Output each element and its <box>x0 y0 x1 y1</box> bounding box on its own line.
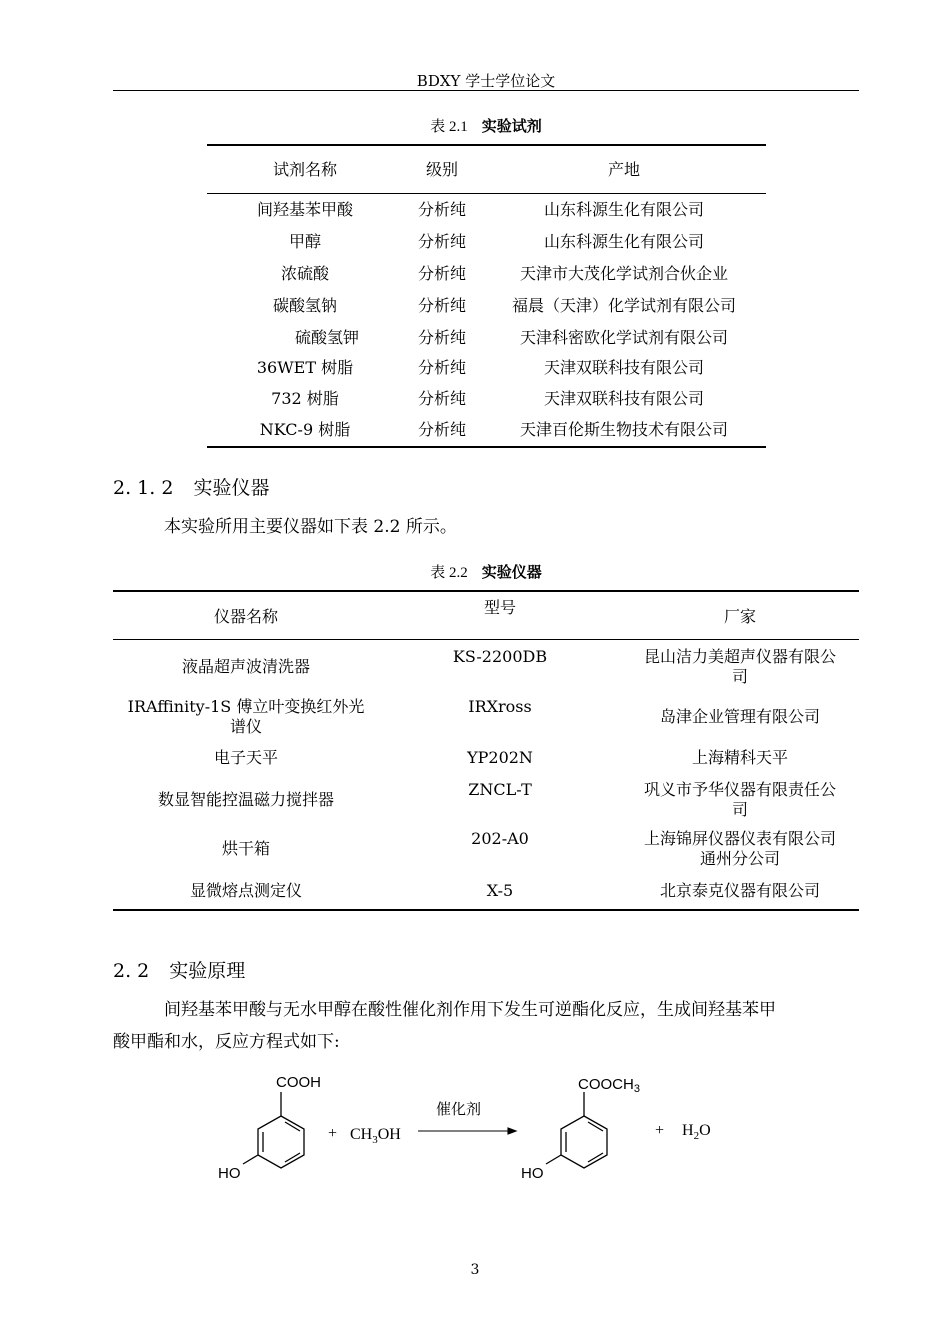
reaction-arrow <box>418 1128 516 1134</box>
table1-cell: 分析纯 <box>417 420 466 439</box>
table2-cell <box>425 748 575 768</box>
section-22-title: 实验原理 <box>169 960 246 982</box>
table2-header-rule <box>113 639 859 640</box>
table1-cell: 天津市大茂化学试剂合伙企业 <box>519 264 728 283</box>
table2-caption-number: 表 2.2 <box>430 565 468 581</box>
header-rule <box>113 90 859 91</box>
reaction-scheme <box>200 1065 740 1195</box>
table1-cell: 36WET 树脂 <box>256 358 354 377</box>
table2-cell-line: 北京泰克仪器有限公司 <box>659 881 820 900</box>
table1-cell: 分析纯 <box>417 264 466 283</box>
table2-cell <box>425 780 575 800</box>
table1-cell: 分析纯 <box>417 200 466 219</box>
table1-header-cell: 试剂名称 <box>272 160 337 179</box>
table1-caption <box>113 115 859 136</box>
section-212-heading <box>113 473 269 500</box>
table2-cell-line: 上海精科天平 <box>691 748 788 767</box>
plus-sign-1: + <box>328 1125 338 1142</box>
methanol-formula: $CH_3OH$ <box>350 1126 401 1146</box>
table2-cell-line: KS-2200DB <box>452 647 548 666</box>
table1-cell: 硫酸氢钾 <box>294 328 359 347</box>
table2-cell <box>620 707 860 727</box>
table1-cell: 山东科源生化有限公司 <box>543 232 704 251</box>
table2-cell-line: YP202N <box>467 748 533 767</box>
table1-cell: 分析纯 <box>417 328 466 347</box>
table2-cell-line: 司 <box>731 800 748 819</box>
table1-cell: NKC-9 树脂 <box>259 420 351 439</box>
table1-caption-title: 实验试剂 <box>481 117 542 135</box>
table2-cell-line: 液晶超声波清洗器 <box>181 657 310 676</box>
table1-bottom-rule <box>207 446 766 448</box>
table2-cell <box>620 881 860 901</box>
table2-cell <box>620 829 860 869</box>
section-212-number: 2. 1. 2 <box>113 477 174 499</box>
reactant-cooh-label: COOH <box>276 1074 321 1091</box>
table1-cell: 天津科密欧化学试剂有限公司 <box>519 328 728 347</box>
table1-cell: 碳酸氢钠 <box>272 296 337 315</box>
table1-cell: 间羟基苯甲酸 <box>256 200 353 219</box>
running-header: BDXY 学士学位论文 <box>416 72 556 90</box>
table2-cell <box>425 881 575 901</box>
table2-cell-line: 显微熔点测定仪 <box>189 881 302 900</box>
table2-cell <box>118 881 374 901</box>
table2-cell-line: 电子天平 <box>213 748 278 767</box>
section-212-intro: 本实验所用主要仪器如下表 2.2 所示。 <box>164 517 457 537</box>
table1-top-rule <box>207 144 766 146</box>
catalyst-label: 催化剂 <box>436 1101 482 1118</box>
table1-cell: 天津双联科技有限公司 <box>543 358 704 377</box>
product-benzene-ring <box>546 1092 607 1168</box>
table1-cell: 天津双联科技有限公司 <box>543 389 704 408</box>
table2-cell <box>620 780 860 820</box>
table2-cell <box>118 657 374 677</box>
table2-cell-line: IRAffinity-1S 傅立叶变换红外光 <box>127 697 365 716</box>
table1-header-cell: 产地 <box>607 160 640 179</box>
table2-cell <box>620 647 860 687</box>
table1-caption-number: 表 2.1 <box>430 119 468 135</box>
table2-cell-line: 烘干箱 <box>221 839 270 858</box>
table2-cell-line: ZNCL-T <box>468 780 532 799</box>
table2-cell-line: X-5 <box>486 881 514 900</box>
table2-cell-line: IRXross <box>468 697 532 716</box>
plus-sign-2: + <box>655 1122 665 1139</box>
table2-caption-title: 实验仪器 <box>481 563 542 581</box>
table1-cell: 福晨（天津）化学试剂有限公司 <box>511 296 736 315</box>
table2-cell <box>118 697 374 737</box>
table2-bottom-rule <box>113 909 859 911</box>
table2-header-cell: 型号 <box>483 598 516 617</box>
product-ho-label: HO <box>521 1165 544 1182</box>
table2-cell-line: 上海锦屏仪器仪表有限公司 <box>643 829 836 848</box>
table2-cell <box>425 829 575 849</box>
table2-cell-line: 202-A0 <box>471 829 529 848</box>
section-22-number: 2. 2 <box>113 960 150 982</box>
table2-cell <box>620 748 860 768</box>
section-212-title: 实验仪器 <box>193 477 270 499</box>
table2-cell-line: 谱仪 <box>229 717 262 736</box>
section-22-heading <box>113 956 245 983</box>
table2-cell <box>425 647 575 667</box>
table1-cell: 分析纯 <box>417 358 466 377</box>
table2-cell-line: 巩义市予华仪器有限责任公 <box>643 780 836 799</box>
table2-cell-line: 岛津企业管理有限公司 <box>659 707 820 726</box>
table2-caption <box>113 561 859 582</box>
table2-header-cell: 厂家 <box>723 607 756 626</box>
table2-cell-line: 通州分公司 <box>699 849 780 868</box>
section-22-para-line2: 酸甲酯和水，反应方程式如下: <box>113 1032 340 1052</box>
table1-header-cell: 级别 <box>425 160 458 179</box>
table2-header-cell: 仪器名称 <box>213 607 278 626</box>
table2-cell <box>118 790 374 810</box>
water-formula: $H_2O$ <box>682 1122 711 1142</box>
table1-cell: 732 树脂 <box>271 389 339 408</box>
reactant-benzene-ring <box>243 1092 304 1168</box>
product-cooch3-label: $COOCH_3$ <box>578 1076 640 1095</box>
table2-cell-line: 数显智能控温磁力搅拌器 <box>157 790 334 809</box>
table1-cell: 天津百伦斯生物技术有限公司 <box>519 420 728 439</box>
table2-cell <box>425 697 575 717</box>
page-number: 3 <box>470 1262 480 1278</box>
table1-cell: 分析纯 <box>417 232 466 251</box>
table1-header-rule <box>207 193 766 194</box>
table2-cell <box>118 748 374 768</box>
section-22-para-line1: 间羟基苯甲酸与无水甲醇在酸性催化剂作用下发生可逆酯化反应，生成间羟基苯甲 <box>164 1000 776 1020</box>
table1-cell: 分析纯 <box>417 389 466 408</box>
table2-cell-line: 昆山洁力美超声仪器有限公 <box>643 647 836 666</box>
table1-cell: 山东科源生化有限公司 <box>543 200 704 219</box>
table1-cell: 浓硫酸 <box>280 264 329 283</box>
table1-cell: 分析纯 <box>417 296 466 315</box>
table2-cell-line: 司 <box>731 667 748 686</box>
table2-cell <box>118 839 374 859</box>
reactant-ho-label: HO <box>218 1165 241 1182</box>
table2-top-rule <box>113 590 859 592</box>
table1-cell: 甲醇 <box>288 232 321 251</box>
